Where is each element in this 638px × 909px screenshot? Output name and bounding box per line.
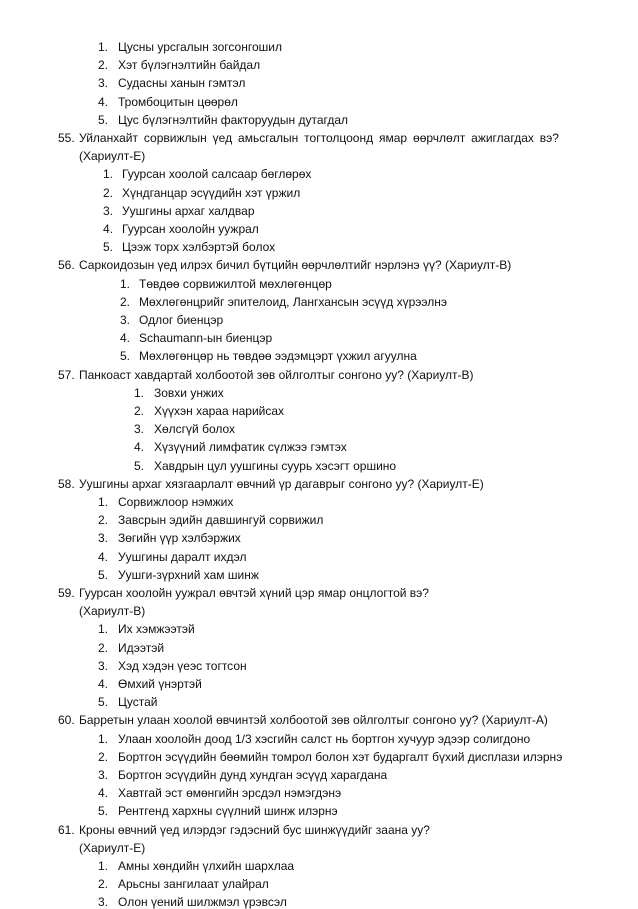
option-number: 1.: [119, 276, 130, 291]
option-number: 3.: [119, 313, 130, 327]
option-number: 5.: [133, 458, 144, 473]
option-text: Хэт бүлэгнэлтийн байдал: [118, 58, 261, 73]
option-text: Улаан хоолойн доод 1/3 хэсгийн салст нь бортгон хучуур эдээр солигдоно: [118, 731, 531, 746]
answer-key: (Хариулт-Е): [79, 149, 146, 164]
option-number: 5.: [97, 112, 108, 127]
option-text: Зөгийн үүр хэлбэржих: [118, 531, 241, 546]
option-text: Гуурсан хоолойн уужрал: [122, 222, 259, 236]
answer-key: (Хариулт-Е): [79, 840, 146, 855]
option-number: 2.: [97, 749, 108, 764]
option-number: 1.: [97, 495, 108, 509]
option-text: Рентгенд хархны сүүлний шинж илэрнэ: [118, 804, 338, 819]
option-text: Хүзүүний лимфатик сүлжээ гэмтэх: [154, 440, 347, 455]
option-text: Хүндганцар эсүүдийн хэт үржил: [122, 185, 301, 200]
option-number: 2.: [133, 404, 144, 418]
option-text: Хүүхэн хараа нарийсах: [154, 404, 285, 418]
option-number: 3.: [97, 76, 108, 91]
option-number: 1.: [97, 859, 108, 873]
question-text: Саркоидозын үед илрэх бичил бүтцийн өөрчлөлтийг нэрлэнэ үү? (Хариулт-В): [79, 258, 512, 273]
option-text: Сорвижлоор нэмжих: [118, 495, 234, 509]
option-text: Цустай: [118, 695, 158, 710]
option-number: 4.: [97, 786, 108, 801]
option-text: Хавдрын цул уушгины суурь хэсэгт оршино: [154, 458, 397, 473]
option-text: Уушги-зүрхний хам шинж: [118, 567, 259, 582]
option-text: Идээтэй: [118, 640, 165, 655]
question-number: 58.: [58, 476, 75, 491]
question-number: 59.: [58, 586, 75, 600]
option-text: Одлог биенцэр: [139, 313, 224, 327]
question-text: Барретын улаан хоолой өвчинтэй холбоотой зөв ойлголтыг сонгоно уу? (Хариулт-А): [79, 713, 548, 728]
option-number: 4.: [102, 222, 113, 236]
option-text: Тромбоцитын цөөрөл: [118, 94, 238, 109]
answer-key: (Хариулт-В): [79, 604, 146, 619]
option-text: Бортгон эсүүдийн бөөмийн томрол болон хэт бударгалт бүхий дисплази илэрнэ: [118, 749, 563, 764]
option-text: Цус бүлэгнэлтийн факторуудын дутагдал: [118, 112, 349, 127]
option-number: 4.: [97, 677, 108, 691]
option-text: Судасны ханын гэмтэл: [118, 76, 246, 91]
option-text: Уушгины даралт ихдэл: [118, 549, 247, 564]
option-text: Төвдөө сорвижилтой мөхлөгөнцөр: [139, 276, 332, 291]
question-text: Уйланхайт сорвижлын үед амьсгалын тогтолцоонд ямар өөрчлөлт ажиглагдах вэ?: [79, 131, 559, 145]
option-text: Schaumann-ын биенцэр: [139, 331, 273, 346]
option-number: 5.: [97, 804, 108, 819]
question-text: Уушгины архаг хязгаарлалт өвчний үр дагаврыг сонгоно уу? (Хариулт-Е): [79, 476, 484, 491]
option-number: 2.: [119, 294, 130, 309]
question-text: Кроны өвчний үед илэрдэг гэдэсний бус шинжүүдийг заана уу?: [79, 822, 430, 837]
option-number: 2.: [97, 877, 108, 892]
option-number: 5.: [102, 240, 113, 255]
option-number: 2.: [97, 513, 108, 528]
question-number: 55.: [58, 131, 75, 145]
option-number: 4.: [97, 549, 108, 564]
option-number: 1.: [97, 731, 108, 746]
option-number: 1.: [102, 167, 113, 182]
option-number: 1.: [97, 40, 108, 54]
option-number: 3.: [97, 531, 108, 546]
option-number: 3.: [97, 895, 108, 909]
option-text: Цээж торх хэлбэртэй болох: [122, 240, 276, 255]
option-text: Уушгины архаг халдвар: [122, 203, 255, 218]
option-number: 2.: [97, 58, 108, 73]
question-text: Гуурсан хоолойн уужрал өвчтэй хүний цэр ямар онцлогтой вэ?: [79, 586, 429, 600]
option-text: Их хэмжээтэй: [118, 622, 195, 637]
question-text: Панкоаст хавдартай холбоотой зөв ойлголтыг сонгоно уу? (Хариулт-В): [79, 367, 474, 382]
option-text: Бортгон эсүүдийн дунд хундган эсүүд харагдана: [118, 768, 388, 782]
option-number: 5.: [97, 567, 108, 582]
option-number: 1.: [133, 385, 144, 400]
option-text: Гуурсан хоолой салсаар бөглөрөх: [122, 167, 312, 182]
option-text: Мөхлөгөнцөр нь төвдөө ээдэмцэрт үхжил агуулна: [139, 349, 417, 364]
option-number: 2.: [97, 640, 108, 655]
option-text: Олон үений шилжмэл үрэвсэл: [118, 895, 287, 909]
option-number: 4.: [133, 440, 144, 455]
option-number: 3.: [97, 658, 108, 673]
option-number: 3.: [97, 768, 108, 782]
option-number: 4.: [119, 331, 130, 346]
option-number: 1.: [97, 622, 108, 637]
option-text: Амны хөндийн үлхийн шархлаа: [118, 859, 295, 873]
option-number: 3.: [102, 203, 113, 218]
option-text: Хэд хэдэн үеэс тогтсон: [118, 658, 247, 673]
question-number: 57.: [58, 367, 75, 382]
option-text: Хөлсгүй болох: [154, 422, 236, 437]
option-number: 3.: [133, 422, 144, 437]
option-number: 5.: [97, 695, 108, 710]
question-number: 60.: [58, 713, 75, 728]
question-number: 56.: [58, 258, 75, 273]
option-text: Зовхи унжих: [154, 385, 224, 400]
option-number: 2.: [102, 185, 113, 200]
option-text: Цусны урсгалын зогсонгошил: [118, 40, 282, 54]
option-number: 4.: [97, 94, 108, 109]
option-text: Өмхий үнэртэй: [118, 677, 202, 691]
option-text: Завсрын эдийн давшингуй сорвижил: [118, 513, 324, 528]
option-text: Мөхлөгөнцрийг эпителоид, Лангхансын эсүүд хүрээлнэ: [139, 294, 448, 309]
option-text: Арьсны зангилаат улайрал: [118, 877, 269, 892]
option-text: Хавтгай эст өмөнгийн эрсдэл нэмэгдэнэ: [118, 786, 342, 801]
option-number: 5.: [119, 349, 130, 364]
question-number: 61.: [58, 822, 75, 837]
